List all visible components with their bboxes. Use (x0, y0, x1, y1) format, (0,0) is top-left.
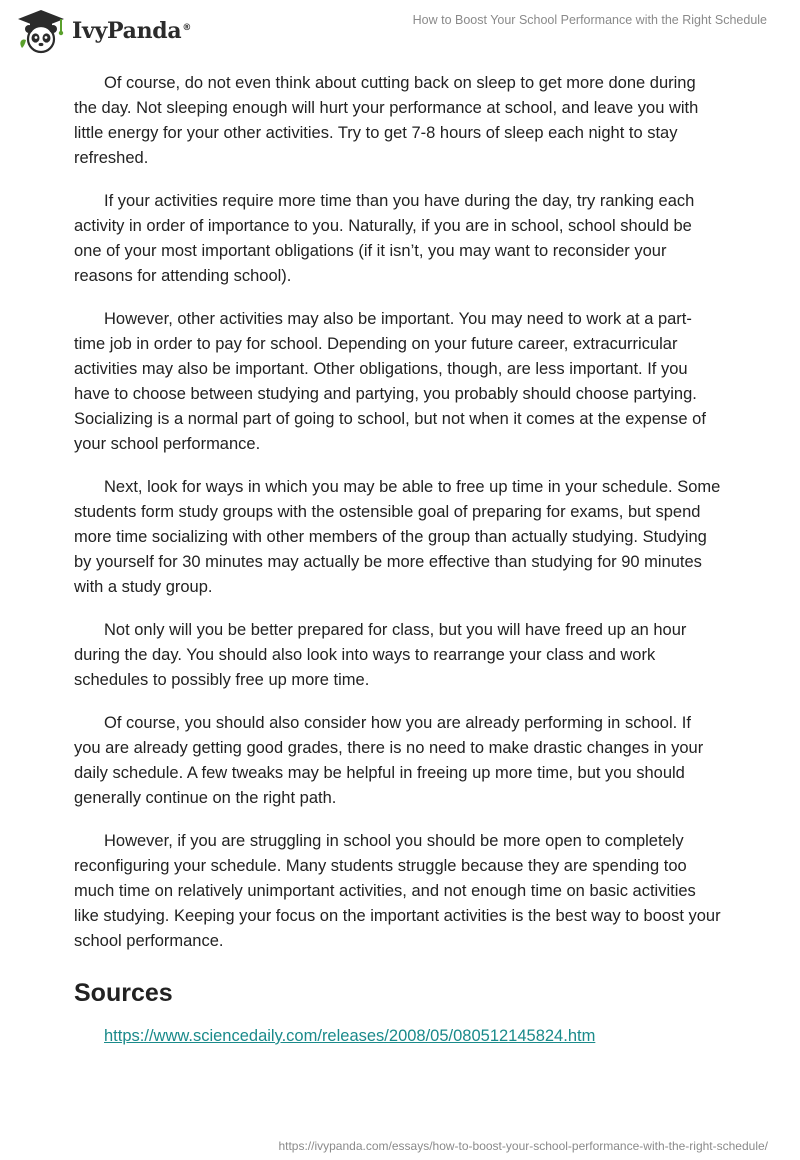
paragraph: However, if you are struggling in school you should be more open to completely reconfiguring your schedule. Many students struggle because they are spending too much time on relatively unimportant activities, and not enough time on basic activities like studying. Keeping your focus on the important activities is the best way to boost your school performance. (74, 832, 721, 950)
panda-graduate-icon (16, 8, 66, 54)
paragraph: Of course, do not even think about cutting back on sleep to get more done during the day. Not sleeping enough will hurt your performance at school, and leave you with little energy for your other activities. Try to get 7-8 hours of sleep each night to stay refreshed. (74, 74, 699, 167)
essay-body (74, 71, 722, 1049)
paragraph: Of course, you should also consider how you are already performing in school. If you are already getting good grades, there is no need to make drastic changes in your daily schedule. A few tweaks may be helpful in freeing up more time, but you should generally continue on the right path. (74, 714, 704, 807)
source-link[interactable]: https://www.sciencedaily.com/releases/2008/05/080512145824.htm (104, 1027, 596, 1045)
registered-mark: ® (182, 22, 192, 33)
footer-url[interactable]: https://ivypanda.com/essays/how-to-boost-your-school-performance-with-the-right-schedule/ (278, 1139, 768, 1153)
paragraph: Not only will you be better prepared for class, but you will have freed up an hour during the day. You should also look into ways to rearrange your class and work schedules to possibly free up more time. (74, 621, 687, 689)
paragraph: If your activities require more time than you have during the day, try ranking each activity in order of importance to you. Naturally, if you are in school, school should be one of your most important obligations (if it isn’t, you may want to reconsider your reasons for attending school). (74, 192, 695, 285)
paragraph: Next, look for ways in which you may be able to free up time in your schedule. Some students form study groups with the ostensible goal of preparing for exams, but spend more time socializing with other members of the group than actually studying. Studying by yourself for 30 minutes may actually be more effective than studying for 90 minutes with a study group. (74, 478, 721, 596)
page-header (0, 0, 800, 60)
brand-name: IvyPanda® (72, 18, 192, 44)
paragraph: However, other activities may also be important. You may need to work at a part-time job in order to pay for school. Depending on your future career, extracurricular activities may also be important. Other obligations, though, are less important. If you have to choose between studying and partying, you probably should choose partying. Socializing is a normal part of going to school, but not when it comes at the expense of your school performance. (74, 310, 706, 453)
document-title: How to Boost Your School Performance with the Right Schedule (412, 13, 767, 27)
logo[interactable] (16, 8, 191, 54)
sources-heading: Sources (74, 979, 173, 1007)
